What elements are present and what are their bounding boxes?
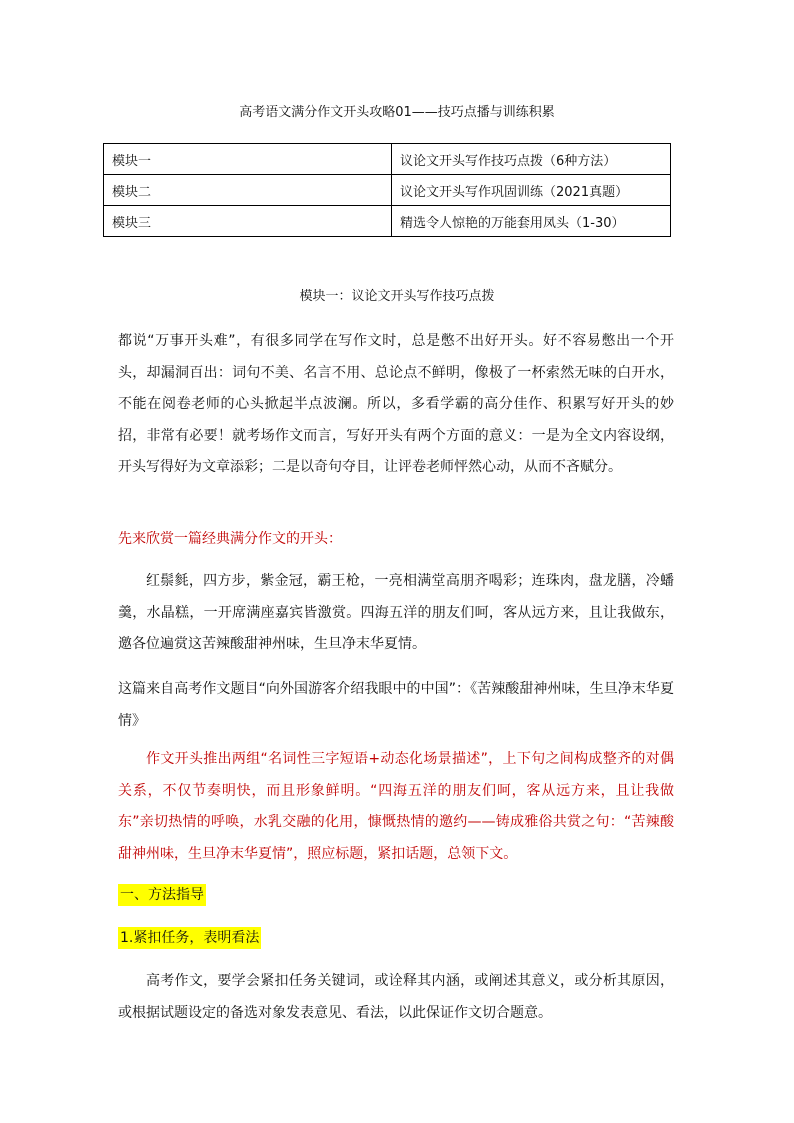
module-content-cell: 议论文开头写作巩固训练（2021真题） [392,175,671,206]
module-content-cell: 精选令人惊艳的万能套用凤头（1-30） [392,206,671,237]
method1-title: 1.紧扣任务，表明看法 [118,927,261,949]
document-title: 高考语文满分作文开头攻略01——技巧点播与训练积累 [239,105,555,120]
appreciate-label: 先来欣赏一篇经典满分作文的开头： [118,531,342,547]
example-paragraph: 红鬃毵，四方步，紫金冠，霸王枪，一亮相满堂高朋齐喝彩；连珠肉，盘龙膳，冷蟠羹，水晶糕，一开席满座嘉宾皆激赏。四海五洋的朋友们呵，客从远方来，且让我做东，邀各位遍赏这苦辣酸甜神州味，生旦净末华夏情。 [118,573,674,652]
table-row [104,144,671,175]
section-heading: 模块一：议论文开头写作技巧点拨 [299,289,495,304]
module-name-cell: 模块一 [104,144,392,175]
analysis-paragraph: 作文开头推出两组“名词性三字短语+动态化场景描述”，上下句之间构成整齐的对偶关系，不仅节奏明快，而且形象鲜明。“四海五洋的朋友们呵，客从远方来，且让我做东”亲切热情的呼唤，水乳交融的化用，慷慨热情的邀约——铸成雅俗共赏之句：“苦辣酸甜神州味，生旦净末华夏情”，照应标题，紧扣话题，总领下文。 [118,751,674,862]
guidance-heading: 一、方法指导 [118,884,206,906]
module-name-cell: 模块三 [104,206,392,237]
intro-paragraph: 都说“万事开头难”，有很多同学在写作文时，总是憋不出好开头。好不容易憋出一个开头，却漏洞百出：词句不美、名言不用、总论点不鲜明，像极了一杯索然无味的白开水，不能在阅卷老师的心头掀起半点波澜。所以，多看学霸的高分佳作、积累写好开头的妙招，非常有必要！就考场作文而言，写好开头有两个方面的意义：一是为全文内容设纲，开头写得好为文章添彩；二是以奇句夺目，让评卷老师怦然心动，从而不吝赋分。 [118,333,674,475]
source-paragraph: 这篇来自高考作文题目“向外国游客介绍我眼中的中国”：《苦辣酸甜神州味，生旦净末华夏情》 [118,681,674,729]
module-name-cell: 模块二 [104,175,392,206]
table-row [104,206,671,237]
method1-body: 高考作文，要学会紧扣任务关键词，或诠释其内涵，或阐述其意义，或分析其原因，或根据试题设定的备选对象发表意见、看法，以此保证作文切合题意。 [118,973,674,1021]
modules-table [103,143,671,237]
table-row [104,175,671,206]
module-content-cell: 议论文开头写作技巧点拨（6种方法） [392,144,671,175]
